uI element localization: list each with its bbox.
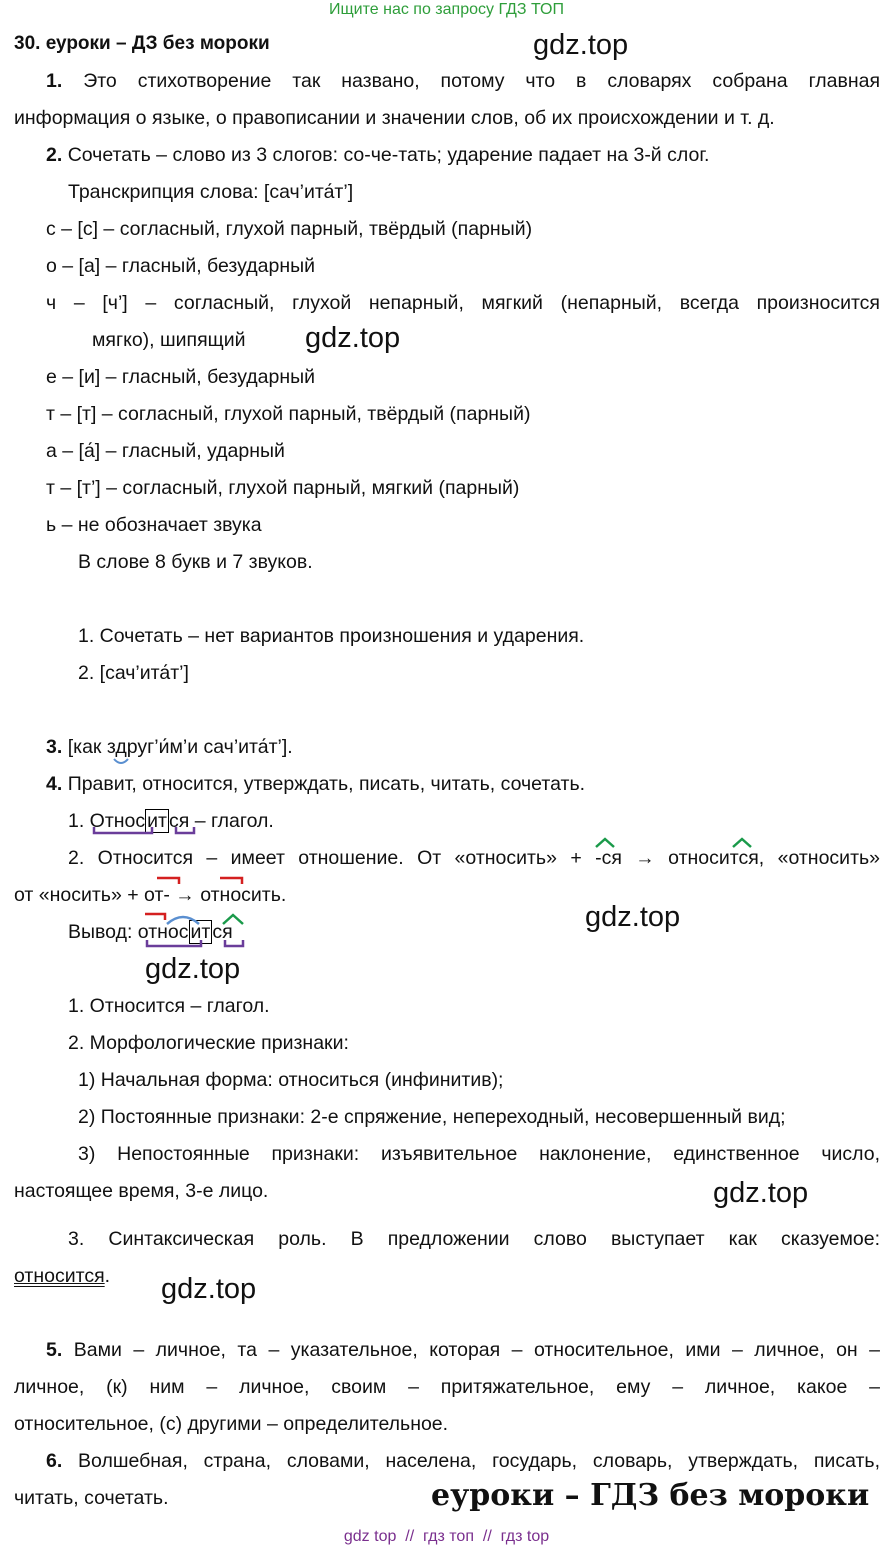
word-postfix: ся <box>168 810 190 832</box>
conclusion-word-post: ся <box>212 921 233 943</box>
q4-text: Правит, относится, утверждать, писать, читать, сочетать. <box>67 773 586 795</box>
q2-summary: В слове 8 букв и 7 звуков. <box>78 551 313 573</box>
q1-line2: информация о языке, о правописании и значении слов, об их происхождении и т. д. <box>14 107 775 129</box>
q4-derivation-1: 2. Относится – имеет отношение. От «относить» + -ся → относится, «относить» <box>68 847 880 869</box>
letter-row: с – [с] – согласный, глухой парный, твёрдый (парный) <box>46 218 533 240</box>
letter-row: т – [т’] – согласный, глухой парный, мягкий (парный) <box>46 477 520 499</box>
letter-row: ь – не обозначает звука <box>46 514 262 536</box>
q3-line <box>46 735 293 759</box>
morph-item-3-cont <box>14 1264 110 1288</box>
q4-derivation-2: от «носить» + от- → относить. <box>14 884 287 906</box>
morph-sub-3-cont: настоящее время, 3-е лицо. <box>14 1180 269 1202</box>
q2-item-1: 1. Сочетать – нет вариантов произношения и ударения. <box>78 625 585 647</box>
brand-logo-text: еуроки – ГДЗ без мороки <box>431 1478 870 1513</box>
q5-text-1: Вами – личное, та – указательное, которая – относительное, ими – личное, он – <box>73 1339 880 1361</box>
q5-line1 <box>46 1338 880 1362</box>
q6-line1 <box>46 1449 880 1473</box>
watermark: gdz.top <box>305 322 401 354</box>
q3-text: [как здруг’и́м’и сач’ита́т’]. <box>67 736 293 758</box>
q1-number: 1. <box>46 70 63 92</box>
q2-intro-text: Сочетать – слово из 3 слогов: со-че-тать; ударение падает на 3-й слог. <box>67 144 710 166</box>
footer-links[interactable]: gdz top // гдз топ // гдз top <box>343 1528 550 1545</box>
letter-row: е – [и] – гласный, безударный <box>46 366 316 388</box>
page-title: 30. еуроки – ДЗ без мороки <box>14 33 270 54</box>
conclusion-word-pre: относ <box>137 921 189 943</box>
watermark: gdz.top <box>533 29 629 61</box>
q5-line3: относительное, (с) другими – определительное. <box>14 1413 449 1435</box>
watermark: gdz.top <box>161 1273 257 1305</box>
stem-bracket <box>92 827 202 839</box>
q1-text-1: Это стихотворение так названо, потому что в словарях собрана главная <box>83 70 881 92</box>
morph-sub-3: 3) Непостоянные признаки: изъявительное наклонение, единственное число, <box>78 1143 880 1165</box>
suffix-mark <box>731 837 755 849</box>
q6-line2: читать, сочетать. <box>14 1487 169 1509</box>
q4-line <box>46 772 585 796</box>
letter-row-cont: мягко), шипящий <box>92 329 246 351</box>
morph-item-1: 1. Относится – глагол. <box>68 995 270 1017</box>
letter-row: ч – [ч’] – согласный, глухой непарный, мягкий (непарный, всегда произносится <box>46 292 880 314</box>
morph-item-3: 3. Синтаксическая роль. В предложении слово выступает как сказуемое: <box>68 1228 880 1250</box>
q2-item-2: 2. [сач’ита́т’] <box>78 662 189 684</box>
morpheme-marks <box>143 912 253 952</box>
period: . <box>104 1265 111 1287</box>
q1-line1 <box>46 69 880 93</box>
q4-number: 4. <box>46 773 63 795</box>
q5-number: 5. <box>46 1339 63 1361</box>
predicate-word: относится <box>14 1265 105 1287</box>
letter-row: о – [а] – гласный, безударный <box>46 255 315 277</box>
q5-line2: личное, (к) ним – личное, своим – притяжательное, ему – личное, какое – <box>14 1376 880 1398</box>
prefix-mark <box>218 876 248 886</box>
word-gloss: – глагол. <box>189 810 274 832</box>
suffix-mark <box>594 837 618 849</box>
morph-sub-2: 2) Постоянные признаки: 2-е спряжение, непереходный, несовершенный вид; <box>78 1106 786 1128</box>
q3-number: 3. <box>46 736 63 758</box>
word-prefix-part: 1. Относ <box>68 810 146 832</box>
watermark: gdz.top <box>713 1177 809 1209</box>
ending-box: ит <box>190 921 211 943</box>
q6-number: 6. <box>46 1450 63 1472</box>
q2-transcription: Транскрипция слова: [сач’ита́т’] <box>68 181 354 203</box>
top-banner[interactable]: Ищите нас по запросу ГДЗ ТОП <box>329 1 564 18</box>
letter-row: а – [а́] – гласный, ударный <box>46 440 285 462</box>
liaison-arc <box>112 757 132 767</box>
watermark: gdz.top <box>145 953 241 985</box>
morph-sub-1: 1) Начальная форма: относиться (инфинитив); <box>78 1069 504 1091</box>
q2-intro <box>46 143 709 167</box>
watermark: gdz.top <box>585 901 681 933</box>
prefix-mark <box>155 876 185 886</box>
ending-box: ит <box>147 810 167 832</box>
letter-row: т – [т] – согласный, глухой парный, твёрдый (парный) <box>46 403 531 425</box>
morph-item-2: 2. Морфологические признаки: <box>68 1032 349 1054</box>
conclusion-label: Вывод: <box>68 921 138 943</box>
q2-number: 2. <box>46 144 63 166</box>
q6-text-1: Волшебная, страна, словами, населена, государь, словарь, утверждать, писать, <box>78 1450 881 1472</box>
